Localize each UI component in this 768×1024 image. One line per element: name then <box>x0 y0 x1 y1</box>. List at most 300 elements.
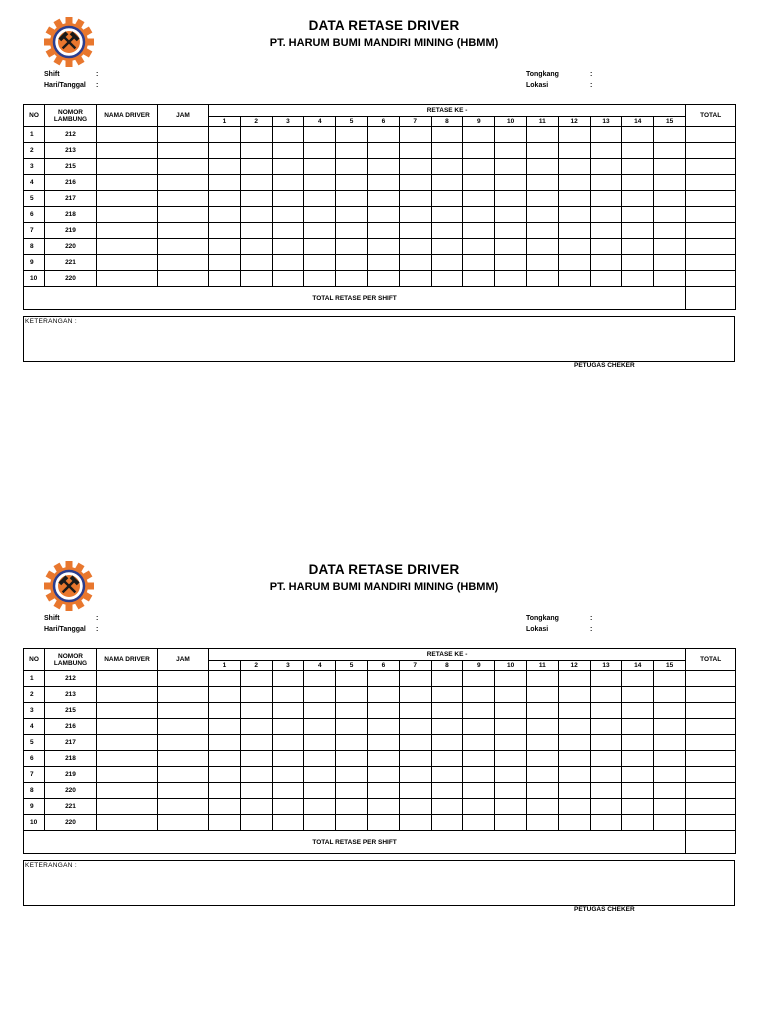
cell-jam[interactable] <box>158 735 209 751</box>
cell-retase[interactable] <box>431 175 463 191</box>
cell-retase[interactable] <box>495 143 527 159</box>
cell-driver[interactable] <box>97 127 158 143</box>
cell-retase[interactable] <box>240 207 272 223</box>
cell-retase[interactable] <box>367 783 399 799</box>
cell-retase[interactable] <box>622 239 654 255</box>
cell-jam[interactable] <box>158 783 209 799</box>
cell-retase[interactable] <box>240 687 272 703</box>
cell-retase[interactable] <box>399 255 431 271</box>
cell-retase[interactable] <box>495 751 527 767</box>
cell-total[interactable] <box>686 271 736 287</box>
cell-retase[interactable] <box>399 207 431 223</box>
cell-retase[interactable] <box>431 671 463 687</box>
cell-retase[interactable] <box>558 751 590 767</box>
cell-retase[interactable] <box>240 767 272 783</box>
cell-retase[interactable] <box>558 271 590 287</box>
cell-jam[interactable] <box>158 127 209 143</box>
cell-retase[interactable] <box>272 687 304 703</box>
cell-retase[interactable] <box>399 799 431 815</box>
cell-driver[interactable] <box>97 191 158 207</box>
cell-retase[interactable] <box>622 687 654 703</box>
cell-retase[interactable] <box>240 799 272 815</box>
cell-retase[interactable] <box>463 207 495 223</box>
cell-jam[interactable] <box>158 751 209 767</box>
cell-retase[interactable] <box>399 767 431 783</box>
cell-jam[interactable] <box>158 703 209 719</box>
cell-retase[interactable] <box>240 815 272 831</box>
cell-retase[interactable] <box>590 239 622 255</box>
cell-retase[interactable] <box>558 207 590 223</box>
cell-retase[interactable] <box>209 239 241 255</box>
cell-jam[interactable] <box>158 175 209 191</box>
cell-jam[interactable] <box>158 223 209 239</box>
cell-retase[interactable] <box>590 159 622 175</box>
cell-retase[interactable] <box>367 191 399 207</box>
cell-retase[interactable] <box>272 783 304 799</box>
cell-jam[interactable] <box>158 671 209 687</box>
cell-retase[interactable] <box>367 735 399 751</box>
cell-retase[interactable] <box>209 703 241 719</box>
cell-retase[interactable] <box>654 751 686 767</box>
cell-retase[interactable] <box>304 703 336 719</box>
cell-retase[interactable] <box>590 751 622 767</box>
cell-retase[interactable] <box>431 143 463 159</box>
cell-retase[interactable] <box>622 207 654 223</box>
cell-retase[interactable] <box>558 815 590 831</box>
cell-retase[interactable] <box>399 271 431 287</box>
cell-retase[interactable] <box>399 687 431 703</box>
cell-retase[interactable] <box>240 127 272 143</box>
cell-retase[interactable] <box>304 687 336 703</box>
cell-jam[interactable] <box>158 815 209 831</box>
cell-total[interactable] <box>686 239 736 255</box>
cell-retase[interactable] <box>431 207 463 223</box>
cell-driver[interactable] <box>97 735 158 751</box>
cell-jam[interactable] <box>158 159 209 175</box>
cell-retase[interactable] <box>654 159 686 175</box>
cell-retase[interactable] <box>526 223 558 239</box>
cell-retase[interactable] <box>336 191 368 207</box>
cell-retase[interactable] <box>272 271 304 287</box>
cell-retase[interactable] <box>272 671 304 687</box>
cell-retase[interactable] <box>272 799 304 815</box>
cell-retase[interactable] <box>495 735 527 751</box>
cell-retase[interactable] <box>526 783 558 799</box>
notes-box[interactable] <box>23 316 735 362</box>
cell-retase[interactable] <box>590 271 622 287</box>
cell-retase[interactable] <box>336 127 368 143</box>
cell-retase[interactable] <box>463 735 495 751</box>
cell-retase[interactable] <box>526 671 558 687</box>
cell-retase[interactable] <box>558 687 590 703</box>
cell-retase[interactable] <box>526 735 558 751</box>
cell-retase[interactable] <box>654 687 686 703</box>
cell-retase[interactable] <box>240 271 272 287</box>
cell-retase[interactable] <box>209 735 241 751</box>
cell-retase[interactable] <box>240 783 272 799</box>
cell-retase[interactable] <box>590 703 622 719</box>
cell-retase[interactable] <box>622 799 654 815</box>
cell-retase[interactable] <box>240 719 272 735</box>
cell-retase[interactable] <box>431 687 463 703</box>
cell-jam[interactable] <box>158 719 209 735</box>
cell-retase[interactable] <box>399 159 431 175</box>
cell-retase[interactable] <box>304 159 336 175</box>
cell-retase[interactable] <box>367 175 399 191</box>
cell-retase[interactable] <box>240 735 272 751</box>
cell-retase[interactable] <box>209 815 241 831</box>
cell-retase[interactable] <box>209 175 241 191</box>
cell-driver[interactable] <box>97 687 158 703</box>
cell-total[interactable] <box>686 175 736 191</box>
cell-retase[interactable] <box>367 143 399 159</box>
cell-retase[interactable] <box>367 703 399 719</box>
cell-retase[interactable] <box>399 703 431 719</box>
cell-retase[interactable] <box>590 671 622 687</box>
cell-retase[interactable] <box>304 751 336 767</box>
cell-retase[interactable] <box>272 239 304 255</box>
cell-retase[interactable] <box>526 271 558 287</box>
cell-retase[interactable] <box>399 223 431 239</box>
cell-retase[interactable] <box>399 671 431 687</box>
cell-retase[interactable] <box>304 767 336 783</box>
cell-retase[interactable] <box>590 687 622 703</box>
cell-total[interactable] <box>686 159 736 175</box>
cell-retase[interactable] <box>654 271 686 287</box>
cell-retase[interactable] <box>463 271 495 287</box>
cell-retase[interactable] <box>304 223 336 239</box>
cell-retase[interactable] <box>367 271 399 287</box>
cell-retase[interactable] <box>367 671 399 687</box>
cell-driver[interactable] <box>97 671 158 687</box>
cell-total[interactable] <box>686 671 736 687</box>
cell-retase[interactable] <box>654 767 686 783</box>
notes-box[interactable] <box>23 860 735 906</box>
cell-jam[interactable] <box>158 687 209 703</box>
cell-retase[interactable] <box>526 127 558 143</box>
cell-retase[interactable] <box>209 143 241 159</box>
cell-retase[interactable] <box>367 815 399 831</box>
cell-retase[interactable] <box>558 735 590 751</box>
cell-retase[interactable] <box>495 271 527 287</box>
cell-retase[interactable] <box>654 815 686 831</box>
cell-retase[interactable] <box>240 751 272 767</box>
cell-retase[interactable] <box>654 143 686 159</box>
cell-retase[interactable] <box>590 175 622 191</box>
cell-retase[interactable] <box>495 255 527 271</box>
cell-retase[interactable] <box>654 223 686 239</box>
cell-retase[interactable] <box>590 191 622 207</box>
cell-retase[interactable] <box>622 767 654 783</box>
cell-total[interactable] <box>686 207 736 223</box>
cell-driver[interactable] <box>97 271 158 287</box>
cell-retase[interactable] <box>431 719 463 735</box>
cell-jam[interactable] <box>158 271 209 287</box>
cell-retase[interactable] <box>272 191 304 207</box>
cell-retase[interactable] <box>590 735 622 751</box>
cell-retase[interactable] <box>526 207 558 223</box>
cell-retase[interactable] <box>367 751 399 767</box>
cell-retase[interactable] <box>367 799 399 815</box>
cell-retase[interactable] <box>463 671 495 687</box>
cell-retase[interactable] <box>304 239 336 255</box>
cell-jam[interactable] <box>158 207 209 223</box>
cell-driver[interactable] <box>97 703 158 719</box>
cell-retase[interactable] <box>463 255 495 271</box>
cell-retase[interactable] <box>209 783 241 799</box>
cell-retase[interactable] <box>304 143 336 159</box>
cell-retase[interactable] <box>336 239 368 255</box>
cell-retase[interactable] <box>272 255 304 271</box>
cell-retase[interactable] <box>304 191 336 207</box>
cell-retase[interactable] <box>272 767 304 783</box>
cell-retase[interactable] <box>526 143 558 159</box>
cell-retase[interactable] <box>367 127 399 143</box>
cell-retase[interactable] <box>558 255 590 271</box>
cell-jam[interactable] <box>158 799 209 815</box>
cell-retase[interactable] <box>558 719 590 735</box>
cell-total[interactable] <box>686 127 736 143</box>
cell-driver[interactable] <box>97 175 158 191</box>
cell-retase[interactable] <box>240 703 272 719</box>
cell-retase[interactable] <box>336 159 368 175</box>
cell-retase[interactable] <box>431 223 463 239</box>
cell-total[interactable] <box>686 767 736 783</box>
cell-retase[interactable] <box>336 671 368 687</box>
cell-retase[interactable] <box>654 783 686 799</box>
cell-retase[interactable] <box>558 783 590 799</box>
cell-retase[interactable] <box>209 127 241 143</box>
cell-retase[interactable] <box>622 815 654 831</box>
cell-retase[interactable] <box>272 703 304 719</box>
cell-retase[interactable] <box>336 799 368 815</box>
cell-retase[interactable] <box>463 159 495 175</box>
cell-retase[interactable] <box>209 687 241 703</box>
cell-total[interactable] <box>686 143 736 159</box>
cell-retase[interactable] <box>304 799 336 815</box>
cell-retase[interactable] <box>304 735 336 751</box>
cell-retase[interactable] <box>463 223 495 239</box>
cell-retase[interactable] <box>431 255 463 271</box>
cell-retase[interactable] <box>526 239 558 255</box>
cell-retase[interactable] <box>495 207 527 223</box>
cell-retase[interactable] <box>622 703 654 719</box>
cell-retase[interactable] <box>654 719 686 735</box>
cell-total[interactable] <box>686 255 736 271</box>
cell-retase[interactable] <box>526 767 558 783</box>
cell-retase[interactable] <box>654 191 686 207</box>
cell-retase[interactable] <box>209 223 241 239</box>
cell-retase[interactable] <box>367 767 399 783</box>
cell-retase[interactable] <box>272 175 304 191</box>
cell-retase[interactable] <box>240 223 272 239</box>
cell-retase[interactable] <box>463 783 495 799</box>
cell-total[interactable] <box>686 799 736 815</box>
cell-retase[interactable] <box>209 207 241 223</box>
cell-retase[interactable] <box>367 255 399 271</box>
cell-retase[interactable] <box>622 255 654 271</box>
cell-retase[interactable] <box>399 143 431 159</box>
cell-retase[interactable] <box>399 175 431 191</box>
cell-retase[interactable] <box>526 175 558 191</box>
cell-retase[interactable] <box>209 799 241 815</box>
cell-retase[interactable] <box>304 815 336 831</box>
cell-retase[interactable] <box>622 143 654 159</box>
cell-retase[interactable] <box>558 159 590 175</box>
cell-retase[interactable] <box>495 159 527 175</box>
cell-retase[interactable] <box>654 799 686 815</box>
cell-retase[interactable] <box>304 671 336 687</box>
cell-retase[interactable] <box>336 207 368 223</box>
cell-retase[interactable] <box>336 143 368 159</box>
cell-retase[interactable] <box>240 191 272 207</box>
cell-retase[interactable] <box>399 127 431 143</box>
cell-retase[interactable] <box>431 767 463 783</box>
cell-grand-total[interactable] <box>686 287 736 310</box>
cell-retase[interactable] <box>495 191 527 207</box>
cell-retase[interactable] <box>431 799 463 815</box>
cell-retase[interactable] <box>463 687 495 703</box>
cell-retase[interactable] <box>272 223 304 239</box>
cell-retase[interactable] <box>526 191 558 207</box>
cell-jam[interactable] <box>158 143 209 159</box>
cell-driver[interactable] <box>97 751 158 767</box>
cell-retase[interactable] <box>622 751 654 767</box>
cell-retase[interactable] <box>526 687 558 703</box>
cell-retase[interactable] <box>463 127 495 143</box>
cell-retase[interactable] <box>654 735 686 751</box>
cell-retase[interactable] <box>590 815 622 831</box>
cell-driver[interactable] <box>97 255 158 271</box>
cell-retase[interactable] <box>304 127 336 143</box>
cell-retase[interactable] <box>558 223 590 239</box>
cell-retase[interactable] <box>558 703 590 719</box>
cell-retase[interactable] <box>304 175 336 191</box>
cell-retase[interactable] <box>495 671 527 687</box>
cell-total[interactable] <box>686 815 736 831</box>
cell-retase[interactable] <box>399 239 431 255</box>
cell-retase[interactable] <box>272 815 304 831</box>
cell-retase[interactable] <box>336 271 368 287</box>
cell-retase[interactable] <box>526 719 558 735</box>
cell-retase[interactable] <box>590 143 622 159</box>
cell-driver[interactable] <box>97 815 158 831</box>
cell-retase[interactable] <box>495 239 527 255</box>
cell-retase[interactable] <box>367 687 399 703</box>
cell-retase[interactable] <box>590 207 622 223</box>
cell-retase[interactable] <box>622 159 654 175</box>
cell-retase[interactable] <box>495 799 527 815</box>
cell-retase[interactable] <box>272 127 304 143</box>
cell-retase[interactable] <box>495 223 527 239</box>
cell-retase[interactable] <box>463 751 495 767</box>
cell-retase[interactable] <box>590 127 622 143</box>
cell-retase[interactable] <box>495 175 527 191</box>
cell-retase[interactable] <box>463 703 495 719</box>
cell-retase[interactable] <box>272 159 304 175</box>
cell-retase[interactable] <box>336 783 368 799</box>
cell-retase[interactable] <box>367 239 399 255</box>
cell-retase[interactable] <box>399 815 431 831</box>
cell-retase[interactable] <box>622 127 654 143</box>
cell-retase[interactable] <box>431 703 463 719</box>
cell-retase[interactable] <box>367 719 399 735</box>
cell-retase[interactable] <box>431 127 463 143</box>
cell-retase[interactable] <box>431 751 463 767</box>
cell-retase[interactable] <box>336 735 368 751</box>
cell-retase[interactable] <box>558 671 590 687</box>
cell-grand-total[interactable] <box>686 831 736 854</box>
cell-retase[interactable] <box>654 175 686 191</box>
cell-total[interactable] <box>686 735 736 751</box>
cell-retase[interactable] <box>526 159 558 175</box>
cell-retase[interactable] <box>209 751 241 767</box>
cell-retase[interactable] <box>590 223 622 239</box>
cell-retase[interactable] <box>367 207 399 223</box>
cell-retase[interactable] <box>399 719 431 735</box>
cell-retase[interactable] <box>590 255 622 271</box>
cell-retase[interactable] <box>304 271 336 287</box>
cell-retase[interactable] <box>526 815 558 831</box>
cell-total[interactable] <box>686 751 736 767</box>
cell-retase[interactable] <box>622 735 654 751</box>
cell-retase[interactable] <box>654 207 686 223</box>
cell-driver[interactable] <box>97 159 158 175</box>
cell-retase[interactable] <box>654 671 686 687</box>
cell-retase[interactable] <box>304 207 336 223</box>
cell-retase[interactable] <box>336 175 368 191</box>
cell-retase[interactable] <box>495 719 527 735</box>
cell-retase[interactable] <box>431 191 463 207</box>
cell-total[interactable] <box>686 191 736 207</box>
cell-driver[interactable] <box>97 719 158 735</box>
cell-retase[interactable] <box>463 815 495 831</box>
cell-retase[interactable] <box>463 191 495 207</box>
cell-retase[interactable] <box>431 271 463 287</box>
cell-retase[interactable] <box>336 703 368 719</box>
cell-driver[interactable] <box>97 239 158 255</box>
cell-retase[interactable] <box>336 687 368 703</box>
cell-retase[interactable] <box>495 767 527 783</box>
cell-retase[interactable] <box>399 191 431 207</box>
cell-retase[interactable] <box>336 223 368 239</box>
cell-retase[interactable] <box>622 783 654 799</box>
cell-retase[interactable] <box>272 207 304 223</box>
cell-retase[interactable] <box>622 719 654 735</box>
cell-retase[interactable] <box>240 175 272 191</box>
cell-retase[interactable] <box>590 767 622 783</box>
cell-jam[interactable] <box>158 191 209 207</box>
cell-retase[interactable] <box>654 255 686 271</box>
cell-retase[interactable] <box>209 767 241 783</box>
cell-retase[interactable] <box>209 271 241 287</box>
cell-retase[interactable] <box>431 815 463 831</box>
cell-retase[interactable] <box>240 671 272 687</box>
cell-driver[interactable] <box>97 799 158 815</box>
cell-retase[interactable] <box>590 783 622 799</box>
cell-retase[interactable] <box>558 175 590 191</box>
cell-retase[interactable] <box>654 239 686 255</box>
cell-retase[interactable] <box>463 175 495 191</box>
cell-retase[interactable] <box>558 799 590 815</box>
cell-retase[interactable] <box>558 143 590 159</box>
cell-driver[interactable] <box>97 223 158 239</box>
cell-retase[interactable] <box>336 719 368 735</box>
cell-retase[interactable] <box>367 159 399 175</box>
cell-retase[interactable] <box>526 703 558 719</box>
cell-retase[interactable] <box>272 751 304 767</box>
cell-retase[interactable] <box>558 191 590 207</box>
